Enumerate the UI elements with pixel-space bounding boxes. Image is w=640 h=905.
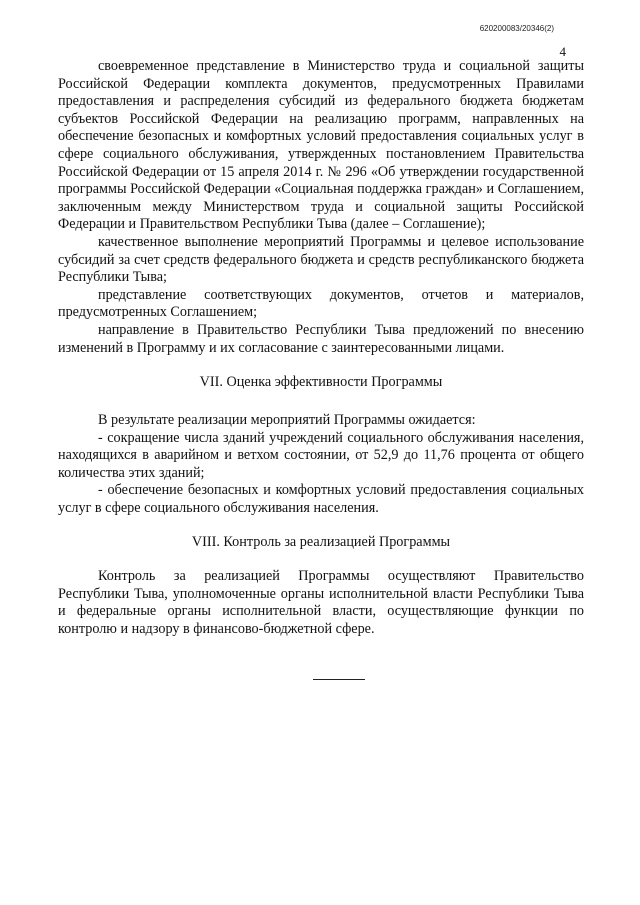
paragraph: представление соответствующих документов, отчетов и материалов, предусмотренных Соглашением;: [58, 286, 584, 321]
paragraph: своевременное представление в Министерство труда и социальной защиты Российской Федерации комплекта документов, предусмотренных Правилами предоставления и распределения субсидий из федерального бюджета бюджетам субъектов Российской Федерации на реализацию программ, направленных на обеспечение безопасных и комфортных условий предоставления социальных услуг в сфере социального обслуживания, утвержденных постановлением Правительства Российской Федерации от 15 апреля 2014 г. № 296 «Об утверждении государственной программы Российской Федерации «Социальная поддержка граждан» и Соглашением, заключенным между Министерством труда и социальной защиты Российской Федерации и Правительством Республики Тыва (далее – Соглашение);: [58, 58, 584, 233]
intro-text-block: [58, 58, 584, 357]
paragraph: направление в Правительство Республики Тыва предложений по внесению изменений в Программу и их согласование с заинтересованными лицами.: [58, 321, 584, 356]
list-item: - обеспечение безопасных и комфортных условий предоставления социальных услуг в сфере социального обслуживания населения.: [58, 482, 584, 516]
paragraph: В результате реализации мероприятий Программы ожидается:: [98, 412, 476, 428]
section-heading: VII. Оценка эффективности Программы: [199, 374, 443, 390]
list-item: - сокращение числа зданий учреждений социального обслуживания населения, находящихся в аварийном и ветхом состоянии, от 52,9 до 11,76 процента от общего количества этих зданий;: [58, 429, 584, 481]
closing-rule: [313, 679, 365, 680]
section8-text-block: [58, 568, 584, 638]
document-code: 620200083/20346(2): [479, 24, 554, 33]
section7-text-block: [58, 412, 584, 518]
section-heading: VIII. Контроль за реализацией Программы: [191, 534, 451, 550]
paragraph: Контроль за реализацией Программы осуществляют Правительство Республики Тыва, уполномоченные органы исполнительной власти Республики Тыва и федеральные органы исполнительной власти, осуществляющие функции по контролю и надзору в финансово-бюджетной сфере.: [58, 568, 584, 637]
page-number: 4: [559, 44, 566, 59]
paragraph: качественное выполнение мероприятий Программы и целевое использование субсидий за счет средств федерального бюджета и средств республиканского бюджета Республики Тыва;: [58, 233, 584, 286]
